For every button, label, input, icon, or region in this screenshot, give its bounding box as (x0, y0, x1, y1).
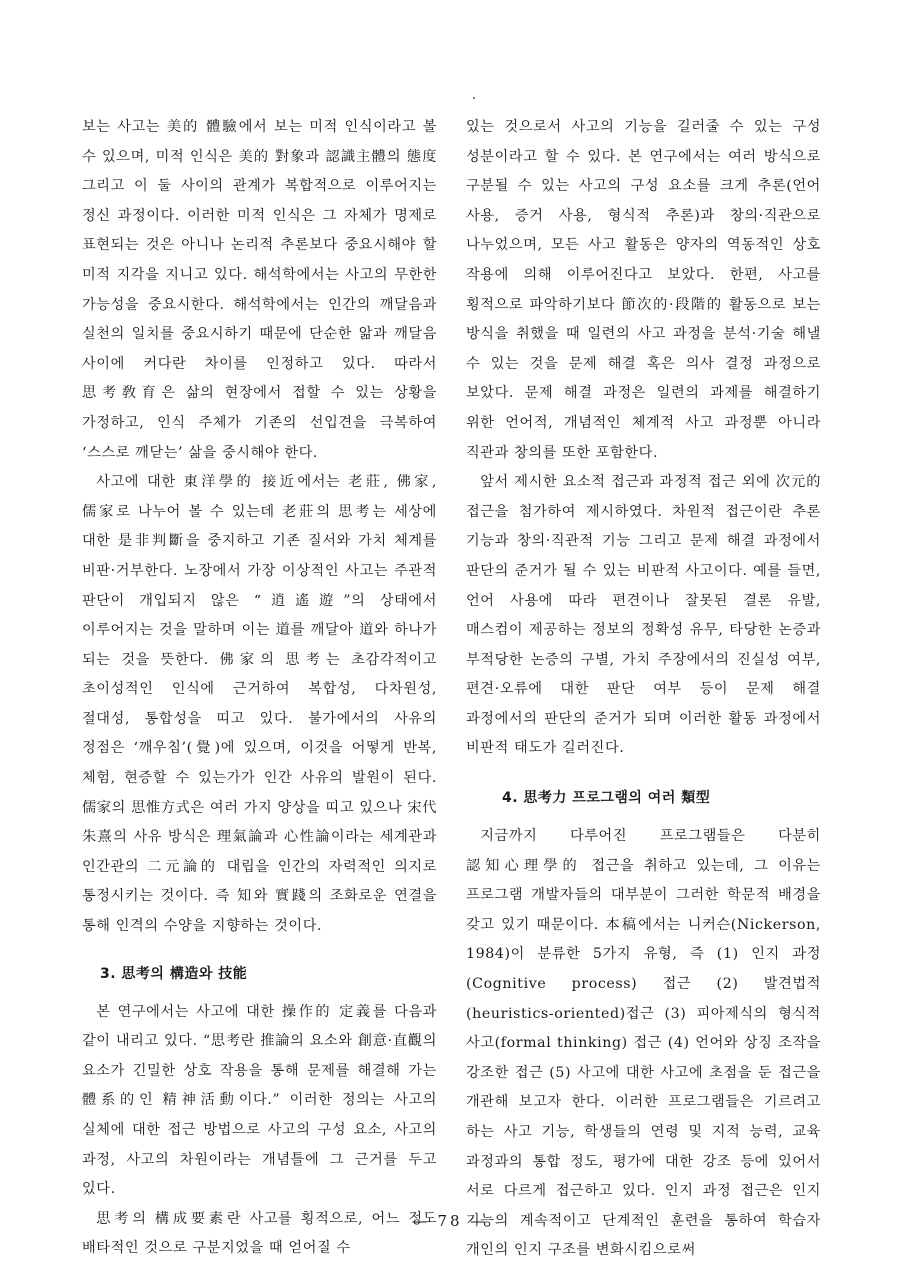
right-column (466, 113, 821, 1266)
right-paragraph-3: 지금까지 다루어진 프로그램들은 다분히 認知心理學的 접근을 취하고 있는데, 그 이유는 프로그램 개발자들의 대부분이 그러한 학문적 배경을 갖고 있기 때문이다. 本稿에서는 니커슨(Nickerson, 1984)이 분류한 5가지 유형, 즉 (1) 인지 과정(Cognitive process) 접근 (2) 발견법적 (heuristics-oriented)접근 (3) 피아제식의 형식적 사고(formal thinking) 접근 (4) 언어와 상징 조작을 강조한 접근 (5) 사고에 대한 사고에 초점을 둔 접근을 개관해 보고자 한다. 이러한 프로그램들은 기르려고 하는 사고 기능, 학생들의 연령 및 지적 능력, 교육 과정과의 통합 정도, 평가에 대한 강조 등에 있어서 서로 다르게 접근하고 있다. 인지 과정 접근은 인지 기능의 계속적이고 단계적인 훈련을 통하여 학습자 개인의 인지 구조를 변화시킴으로써 (466, 828, 821, 1259)
left-paragraph-4: 思考의 構成要素란 사고를 횡적으로, 어느 정도 배타적인 것으로 구분지었을 때 얻어질 수 (82, 1210, 437, 1257)
page-number: — 78 — (411, 1212, 489, 1230)
top-dot-mark (473, 97, 475, 99)
section-heading-3: 3. 思考의 構造와 技能 (100, 965, 248, 982)
left-paragraph-1: 보는 사고는 美的 體驗에서 보는 미적 인식이라고 볼 수 있으며, 미적 인식은 美的 對象과 認識主體의 態度 그리고 이 둘 사이의 관계가 복합적으로 이루어지는 정신 과정이다. 이러한 미적 인식은 그 자체가 명제로 표현되는 것은 아니나 논리적 추론보다 중요시해야 할 미적 지각을 지니고 있다. 해석학에서는 사고의 무한한 가능성을 중요시한다. 해석학에서는 인간의 깨달음과 실천의 일치를 중요시하기 때문에 단순한 앎과 깨달음 사이에 커다란 차이를 인정하고 있다. 따라서 思考敎育은 삶의 현장에서 접할 수 있는 상황을 가정하고, 인식 주체가 기존의 선입견을 극복하여 ‘스스로 깨닫는’ 삶을 중시해야 한다. (82, 119, 437, 461)
right-paragraph-2: 앞서 제시한 요소적 접근과 과정적 접근 외에 次元的 접근을 첨가하여 제시하였다. 차원적 접근이란 추론 기능과 창의·직관적 기능 그리고 문제 해결 과정에서 판단의 준거가 될 수 있는 비판적 사고이다. 예를 들면, 언어 사용에 따라 편견이나 잘못된 결론 유발, 매스컴이 제공하는 정보의 정확성 유무, 타당한 논증과 부적당한 논증의 구별, 가치 주장에서의 진실성 여부, 편견·오류에 대한 판단 여부 등이 문제 해결 과정에서의 판단의 준거가 되며 이러한 활동 과정에서 비판적 태도가 길러진다. (466, 474, 821, 757)
left-paragraph-2: 사고에 대한 東洋學的 接近에서는 老莊, 佛家, 儒家로 나누어 볼 수 있는데 老莊의 思考는 세상에 대한 是非判斷을 중지하고 기존 질서와 가치 체계를 비판·거부한다. 노장에서 가장 이상적인 사고는 주관적 판단이 개입되지 않은 “逍遙遊”의 상태에서 이루어지는 것을 말하며 이는 道를 깨달아 道와 하나가 되는 것을 뜻한다. 佛家의 思考는 초감각적이고 초이성적인 인식에 근거하여 복합성, 다차원성, 절대성, 통합성을 띠고 있다. 불가에서의 사유의 정점은 ‘깨우침’(覺)에 있으며, 이것을 어떻게 반복, 체험, 현증할 수 있는가가 인간 사유의 발원이 된다. 儒家의 思惟方式은 여러 가지 양상을 띠고 있으나 宋代 朱熹의 사유 방식은 理氣論과 心性論이라는 세계관과 인간관의 二元論的 대립을 인간의 자력적인 의지로 통정시키는 것이다. 즉 知와 實踐의 조화로운 연결을 통해 인격의 수양을 지향하는 것이다. (82, 474, 437, 935)
right-paragraph-1: 있는 것으로서 사고의 기능을 길러줄 수 있는 구성 성분이라고 할 수 있다. 본 연구에서는 여러 방식으로 구분될 수 있는 사고의 구성 요소를 크게 추론(언어 사용, 증거 사용, 형식적 추론)과 창의·직관으로 나누었으며, 모든 사고 활동은 양자의 역동적인 상호 작용에 의해 이루어진다고 보았다. 한편, 사고를 횡적으로 파악하기보다 節次的·段階的 활동으로 보는 방식을 취했을 때 일련의 사고 과정을 분석·기술 해낼 수 있는 것을 문제 해결 혹은 의사 결정 과정으로 보았다. 문제 해결 과정은 일련의 과제를 해결하기 위한 언어적, 개념적인 체계적 사고 과정뿐 아니라 직관과 창의를 또한 포함한다. (466, 119, 821, 461)
left-paragraph-3: 본 연구에서는 사고에 대한 操作的 定義를 다음과 같이 내리고 있다. “思考란 推論의 요소와 創意·直觀의 요소가 긴밀한 상호 작용을 통해 문제를 해결해 가는 體系的인 精神活動이다.” 이러한 정의는 사고의 실체에 대한 접근 방법으로 사고의 구성 요소, 사고의 과정, 사고의 차원이라는 개념틀에 그 근거를 두고 있다. (82, 1003, 437, 1198)
left-column (82, 113, 437, 1264)
section-heading-4: 4. 思考力 프로그램의 여러 類型 (502, 790, 711, 807)
